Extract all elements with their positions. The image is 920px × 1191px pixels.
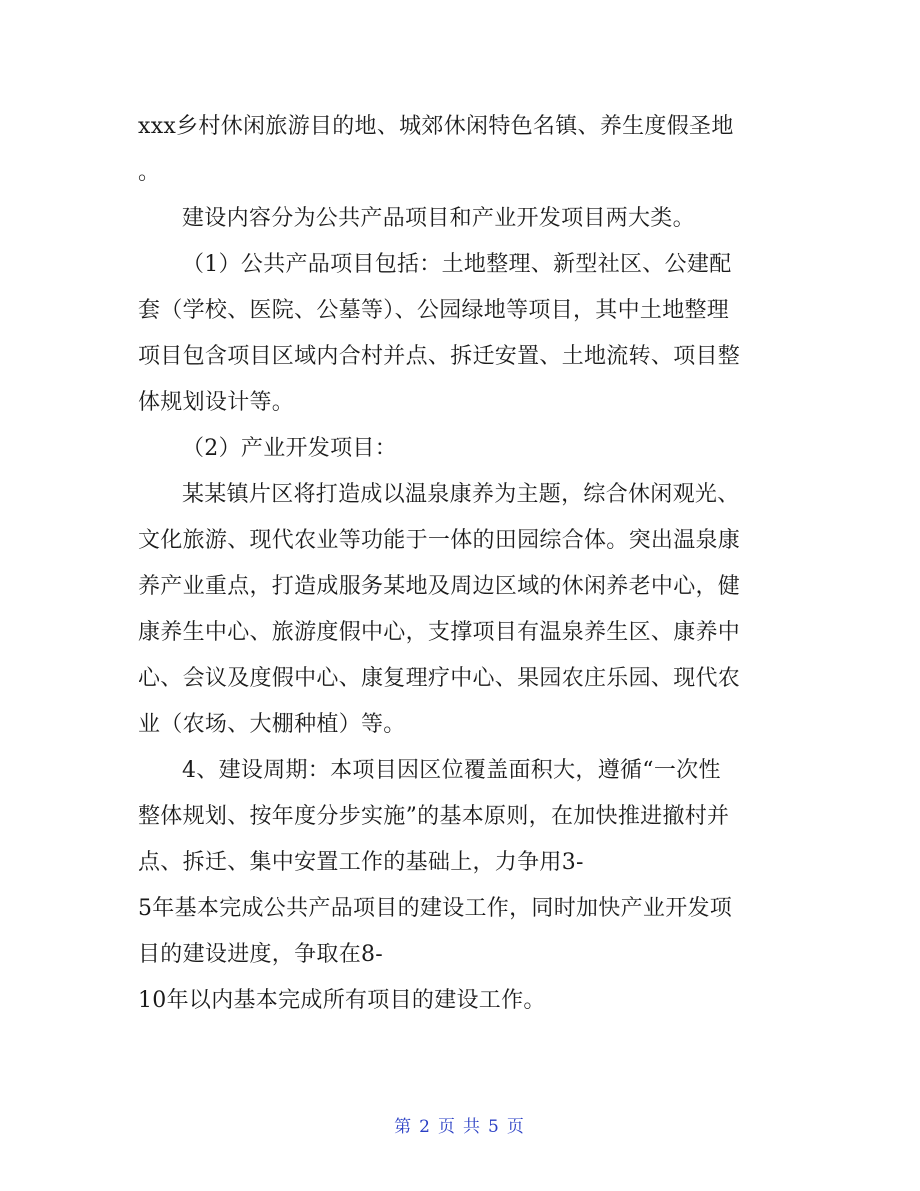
text-line-19: 目的建设进度，争取在8- bbox=[138, 942, 384, 967]
text-line-10: 文化旅游、现代农业等功能于一体的田园综合体。突出温泉康 bbox=[138, 528, 741, 553]
text-line-7: 体规划设计等。 bbox=[138, 390, 295, 415]
footer-label-ye: 页 bbox=[438, 1117, 457, 1137]
text-line-20: 10年以内基本完成所有项目的建设工作。 bbox=[138, 988, 546, 1013]
text-line-4: （1）公共产品项目包括：土地整理、新型社区、公建配 bbox=[182, 252, 732, 277]
text-line-3: 建设内容分为公共产品项目和产业开发项目两大类。 bbox=[182, 206, 695, 231]
text-line-11: 养产业重点，打造成服务某地及周边区域的休闲养老中心，健 bbox=[138, 574, 741, 599]
page-footer bbox=[0, 1112, 920, 1137]
footer-total-pages: 5 bbox=[488, 1117, 501, 1137]
footer-current-page: 2 bbox=[419, 1117, 432, 1137]
text-line-6: 项目包含项目区域内合村并点、拆迁安置、土地流转、项目整 bbox=[138, 344, 741, 369]
text-line-15: 4、建设周期：本项目因区位覆盖面积大，遵循“一次性 bbox=[182, 758, 721, 783]
text-line-8: （2）产业开发项目： bbox=[182, 436, 397, 461]
text-line-1: xxx乡村休闲旅游目的地、城郊休闲特色名镇、养生度假圣地 bbox=[138, 114, 734, 139]
text-line-14: 业（农场、大棚种植）等。 bbox=[138, 712, 406, 737]
text-line-9: 某某镇片区将打造成以温泉康养为主题，综合休闲观光、 bbox=[182, 482, 740, 507]
text-line-12: 康养生中心、旅游度假中心，支撑项目有温泉养生区、康养中 bbox=[138, 620, 741, 645]
footer-label-ye-2: 页 bbox=[506, 1117, 526, 1137]
text-line-18: 5年基本完成公共产品项目的建设工作，同时加快产业开发项 bbox=[138, 896, 733, 921]
text-line-17: 点、拆迁、集中安置工作的基础上，力争用3- bbox=[138, 850, 584, 875]
footer-label-gong: 共 bbox=[463, 1117, 482, 1137]
text-line-2: 。 bbox=[138, 160, 161, 185]
text-line-5: 套（学校、医院、公墓等）、公园绿地等项目，其中土地整理 bbox=[138, 298, 730, 323]
body-text bbox=[138, 104, 788, 1024]
text-line-13: 心、会议及度假中心、康复理疗中心、果园农庄乐园、现代农 bbox=[138, 666, 741, 691]
footer-label-di: 第 bbox=[394, 1117, 414, 1137]
text-line-16: 整体规划、按年度分步实施”的基本原则，在加快推进撤村并 bbox=[138, 804, 730, 829]
